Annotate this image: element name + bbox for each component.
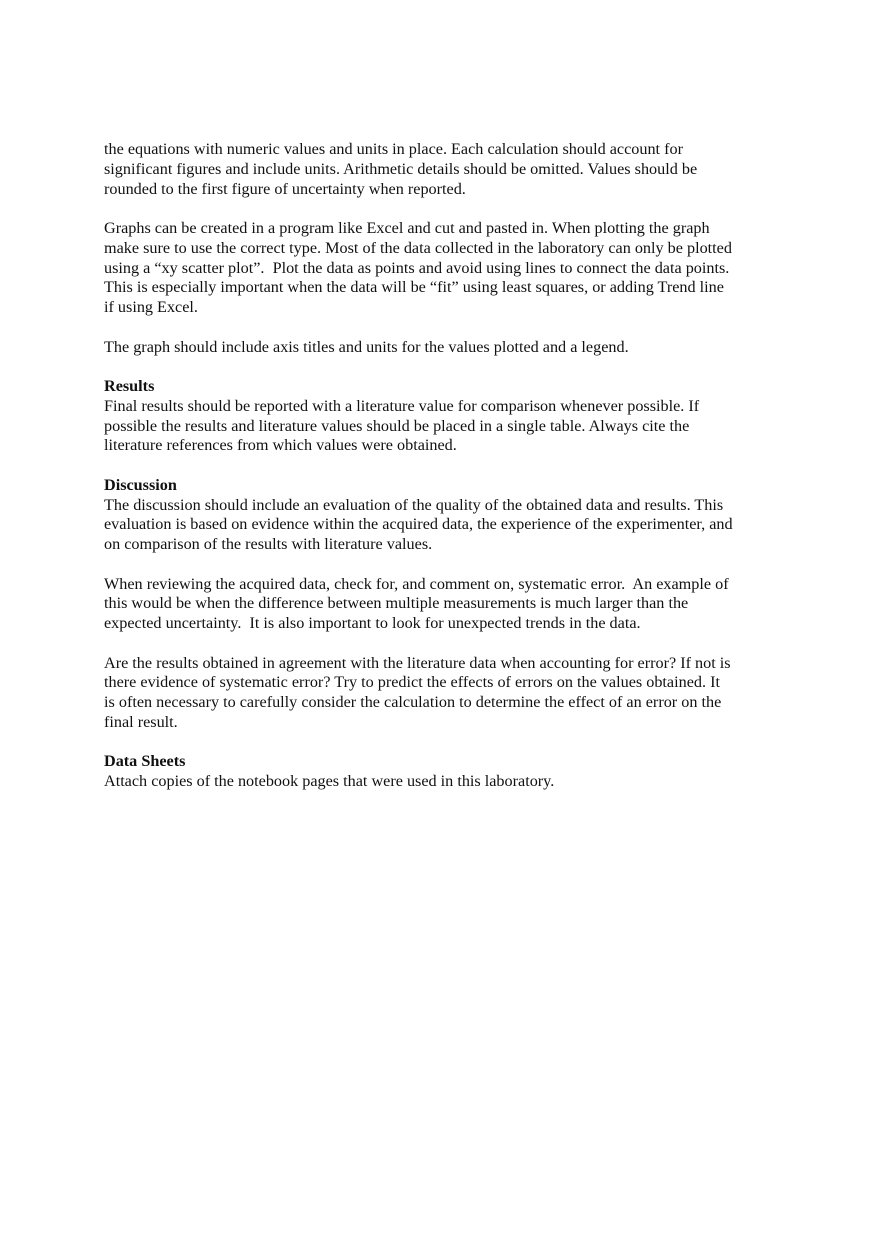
- text-line: significant figures and include units. Arithmetic details should be omitted. Values should be: [104, 159, 698, 178]
- graphs-paragraph: [104, 219, 804, 318]
- text-line: the equations with numeric values and units in place. Each calculation should account for: [104, 140, 683, 158]
- discussion-heading: Discussion: [104, 475, 177, 494]
- intro-paragraph: [104, 140, 804, 199]
- text-line: When reviewing the acquired data, check for, and comment on, systematic error. An example of: [104, 574, 729, 593]
- text-line: make sure to use the correct type. Most of the data collected in the laboratory can only be plotted: [104, 238, 732, 257]
- text-line: Final results should be reported with a literature value for comparison whenever possible. If: [104, 396, 700, 415]
- document-page: [104, 140, 804, 792]
- text-line: is often necessary to carefully consider the calculation to determine the effect of an error on the: [104, 693, 722, 711]
- data-sheets-section: [104, 752, 804, 792]
- text-line: Attach copies of the notebook pages that were used in this laboratory.: [104, 772, 555, 790]
- text-line: Are the results obtained in agreement with the literature data when accounting for error? If not is: [104, 653, 731, 672]
- text-line: The graph should include axis titles and units for the values plotted and a legend.: [104, 337, 629, 356]
- data-sheets-heading: Data Sheets: [104, 752, 186, 771]
- results-section: [104, 377, 804, 456]
- text-line: rounded to the first figure of uncertainty when reported.: [104, 179, 466, 198]
- discussion-section: [104, 476, 804, 733]
- text-line: This is especially important when the data will be “fit” using least squares, or adding Trend line: [104, 278, 724, 297]
- text-line: this would be when the difference between multiple measurements is much larger than the: [104, 594, 689, 613]
- text-line: final result.: [104, 712, 178, 731]
- text-line: there evidence of systematic error? Try to predict the effects of errors on the values obtained. It: [104, 673, 720, 692]
- graph-note-paragraph: [104, 338, 804, 358]
- text-line: expected uncertainty. It is also important to look for unexpected trends in the data.: [104, 614, 641, 632]
- text-line: on comparison of the results with literature values.: [104, 535, 433, 553]
- text-line: The discussion should include an evaluation of the quality of the obtained data and results. This: [104, 495, 724, 514]
- text-line: literature references from which values were obtained.: [104, 436, 457, 455]
- text-line: if using Excel.: [104, 298, 198, 316]
- text-line: using a “xy scatter plot”. Plot the data as points and avoid using lines to connect the data points.: [104, 258, 730, 277]
- text-line: possible the results and literature values should be placed in a single table. Always cite the: [104, 416, 690, 435]
- text-line: Graphs can be created in a program like Excel and cut and pasted in. When plotting the graph: [104, 219, 710, 237]
- text-line: evaluation is based on evidence within the acquired data, the experience of the experimenter, and: [104, 515, 733, 534]
- results-heading: Results: [104, 377, 155, 395]
